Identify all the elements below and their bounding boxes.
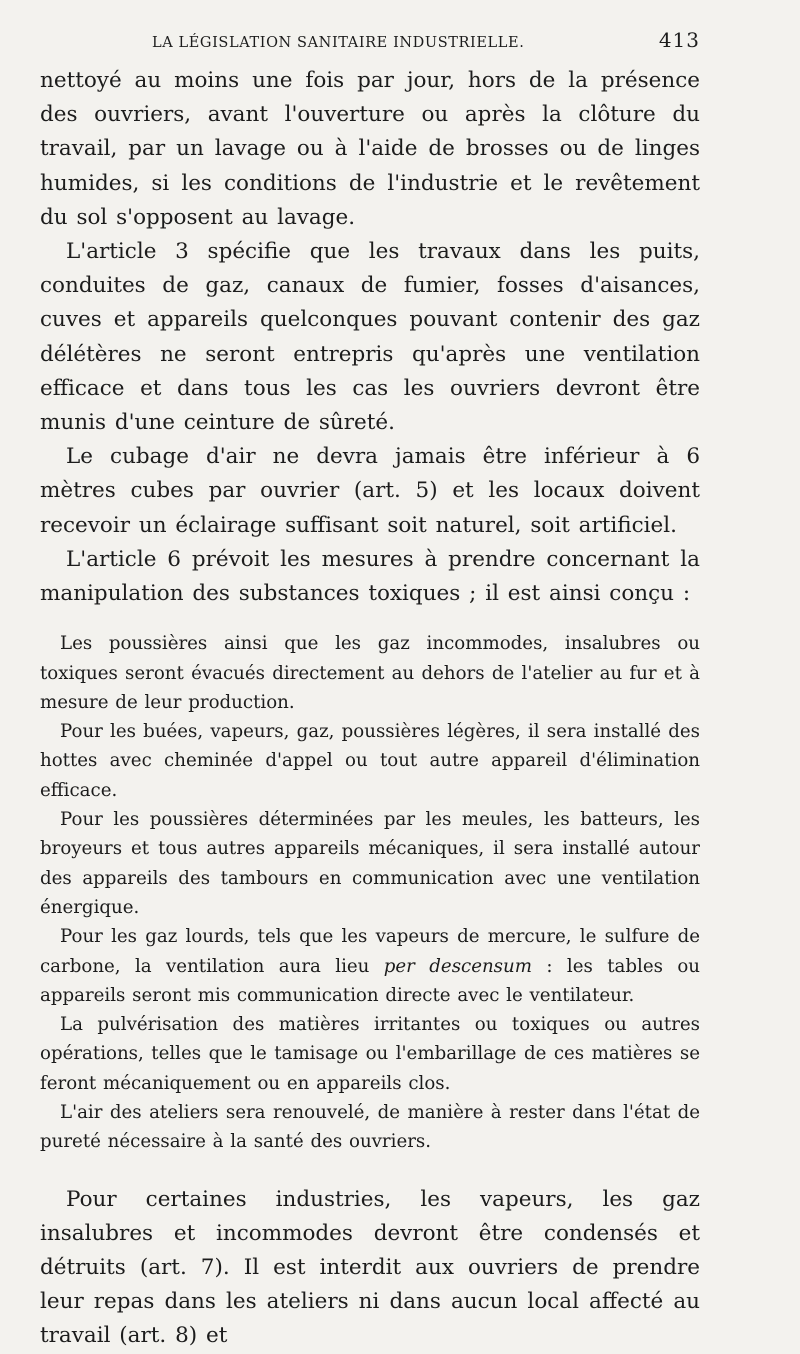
main-text-continued <box>40 1183 700 1354</box>
page-number: 413 <box>658 28 700 52</box>
book-page <box>40 28 700 1354</box>
quote-paragraph: Les poussières ainsi que les gaz incommodes, insalubres ou toxiques seront évacués directement au dehors de l'atelier au fur et à mesure de leur production. <box>40 633 700 713</box>
running-head <box>40 28 700 52</box>
quote-text: : les tables ou appareils seront mis communication directe avec le ventilateur. <box>40 955 701 1006</box>
quote-paragraph <box>40 922 700 1010</box>
quoted-article <box>40 629 700 1156</box>
quote-text: Pour les gaz lourds, tels que les vapeurs de mercure, le sulfure de carbone, la ventilation aura lieu <box>40 926 700 977</box>
paragraph: Le cubage d'air ne devra jamais être inférieur à 6 mètres cubes par ouvrier (art. 5) et les locaux doivent recevoir un éclairage suffisant soit naturel, soit artificiel. <box>40 444 700 538</box>
running-title: LA LÉGISLATION SANITAIRE INDUSTRIELLE. <box>152 35 525 51</box>
quote-paragraph: Pour les poussières déterminées par les meules, les batteurs, les broyeurs et tous autres appareils mécaniques, il sera installé autour des appareils des tambours en communication avec une ventilation énergique. <box>40 809 700 918</box>
quote-paragraph: Pour les buées, vapeurs, gaz, poussières légères, il sera installé des hottes avec cheminée d'appel ou tout autre appareil d'élimination efficace. <box>40 721 700 801</box>
quote-paragraph: La pulvérisation des matières irritantes ou toxiques ou autres opérations, telles que le tamisage ou l'embarillage de ces matières se feront mécaniquement ou en appareils clos. <box>40 1014 700 1094</box>
latin-phrase: per descensum <box>383 955 532 977</box>
quote-paragraph: L'air des ateliers sera renouvelé, de manière à rester dans l'état de pureté nécessaire à la santé des ouvriers. <box>40 1102 700 1153</box>
paragraph: Pour certaines industries, les vapeurs, les gaz insalubres et incommodes devront être condensés et détruits (art. 7). Il est interdit aux ouvriers de prendre leur repas dans les ateliers ni dans aucun local affecté au travail (art. 8) et <box>40 1186 700 1349</box>
main-text <box>40 64 700 611</box>
paragraph: L'article 3 spécifie que les travaux dans les puits, conduites de gaz, canaux de fumier, fosses d'aisances, cuves et appareils quelconques pouvant contenir des gaz délétères ne seront entrepris qu'après une ventilation efficace et dans tous les cas les ouvriers devront être munis d'une ceinture de sûreté. <box>40 239 700 436</box>
paragraph: nettoyé au moins une fois par jour, hors de la présence des ouvriers, avant l'ouverture ou après la clôture du travail, par un lavage ou à l'aide de brosses ou de linges humides, si les conditions de l'industrie et le revêtement du sol s'opposent au lavage. <box>40 68 700 230</box>
paragraph: L'article 6 prévoit les mesures à prendre concernant la manipulation des substances toxiques ; il est ainsi conçu : <box>40 546 700 607</box>
